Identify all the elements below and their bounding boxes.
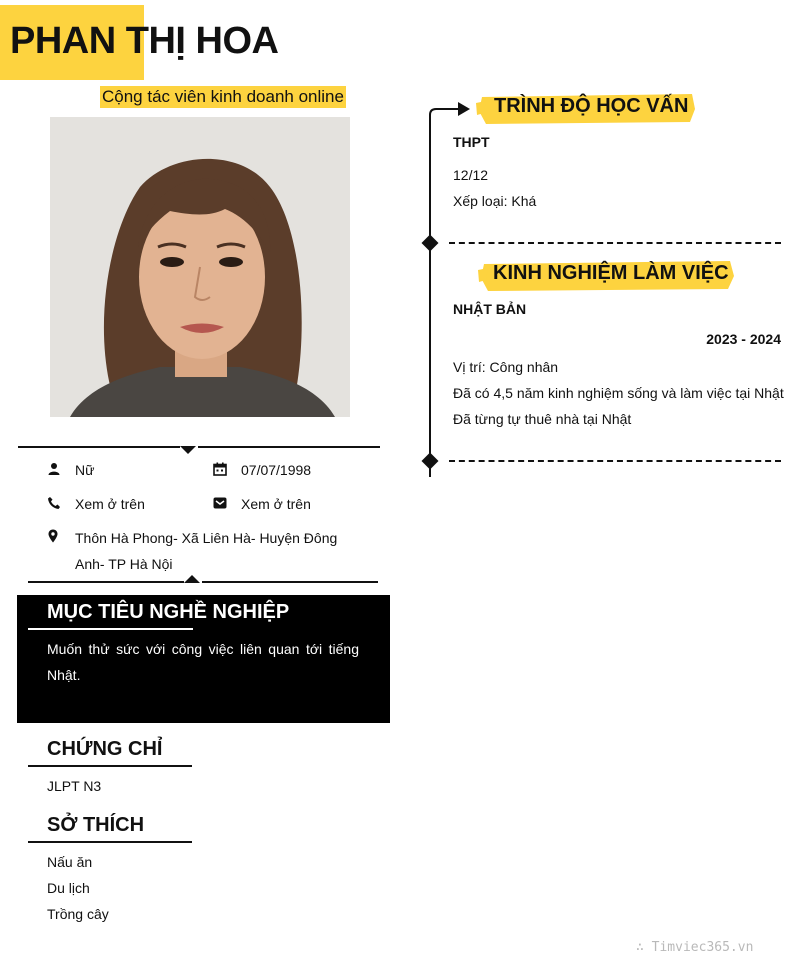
- hobbies-underline: [28, 841, 192, 843]
- hobby-item: Trồng cây: [47, 906, 109, 922]
- experience-desc-2: Đã từng tự thuê nhà tại Nhật: [453, 411, 632, 427]
- birthdate-value: 07/07/1998: [241, 462, 312, 478]
- job-title: Cộng tác viên kinh doanh online: [102, 87, 344, 106]
- hobbies-title: SỞ THÍCH: [47, 814, 145, 836]
- education-title-wrap: [476, 91, 698, 125]
- info-bottom-line-right: [202, 581, 378, 583]
- experience-title-wrap: [478, 258, 736, 292]
- experience-position: Vị trí: Công nhân: [453, 359, 559, 375]
- info-top-line-left: [18, 446, 180, 448]
- gender-value: Nữ: [75, 462, 95, 478]
- education-school: THPT: [453, 134, 490, 150]
- info-top-triangle: [180, 446, 196, 454]
- email-icon: [213, 496, 227, 510]
- objective-underline: [28, 628, 193, 630]
- certificate-item: JLPT N3: [47, 778, 102, 794]
- candidate-name: PHAN THỊ HOA: [10, 20, 279, 62]
- education-divider: [449, 242, 781, 244]
- watermark: ∴ Timviec365.vn: [636, 940, 754, 955]
- experience-period: 2023 - 2024: [706, 331, 781, 347]
- timeline-vertical-line: [429, 121, 431, 477]
- user-icon: [47, 462, 61, 476]
- timeline-node: [422, 235, 439, 252]
- timeline-node: [422, 453, 439, 470]
- info-top-line-right: [198, 446, 380, 448]
- education-grade: 12/12: [453, 167, 489, 183]
- phone-value: Xem ở trên: [75, 496, 145, 512]
- objective-title: MỤC TIÊU NGHỀ NGHIỆP: [47, 601, 290, 623]
- arrow-right-icon: [428, 99, 473, 123]
- info-address: [47, 525, 367, 577]
- address-line-2: Anh- TP Hà Nội: [75, 556, 173, 572]
- objective-text: Muốn thử sức với công việc liên quan tới tiếng Nhật.: [47, 641, 359, 683]
- profile-photo: [50, 117, 350, 417]
- calendar-icon: [213, 462, 227, 476]
- hobby-item: Du lịch: [47, 880, 90, 896]
- education-title: TRÌNH ĐỘ HỌC VẤN: [494, 95, 689, 117]
- info-bottom-line-left: [28, 581, 184, 583]
- experience-company: NHẬT BẢN: [453, 301, 527, 317]
- experience-desc-1: Đã có 4,5 năm kinh nghiệm sống và làm việc tại Nhật: [453, 385, 784, 401]
- map-pin-icon: [46, 529, 60, 543]
- phone-icon: [47, 496, 61, 510]
- info-bottom-triangle: [184, 575, 200, 583]
- email-value: Xem ở trên: [241, 496, 311, 512]
- hobby-item: Nấu ăn: [47, 854, 93, 870]
- education-rank: Xếp loại: Khá: [453, 193, 537, 209]
- address-line-1: Thôn Hà Phong- Xã Liên Hà- Huyện Đông: [75, 530, 338, 546]
- certificates-title: CHỨNG CHỈ: [47, 738, 163, 760]
- experience-divider: [449, 460, 781, 462]
- experience-title: KINH NGHIỆM LÀM VIỆC: [493, 262, 729, 284]
- certificates-underline: [28, 765, 192, 767]
